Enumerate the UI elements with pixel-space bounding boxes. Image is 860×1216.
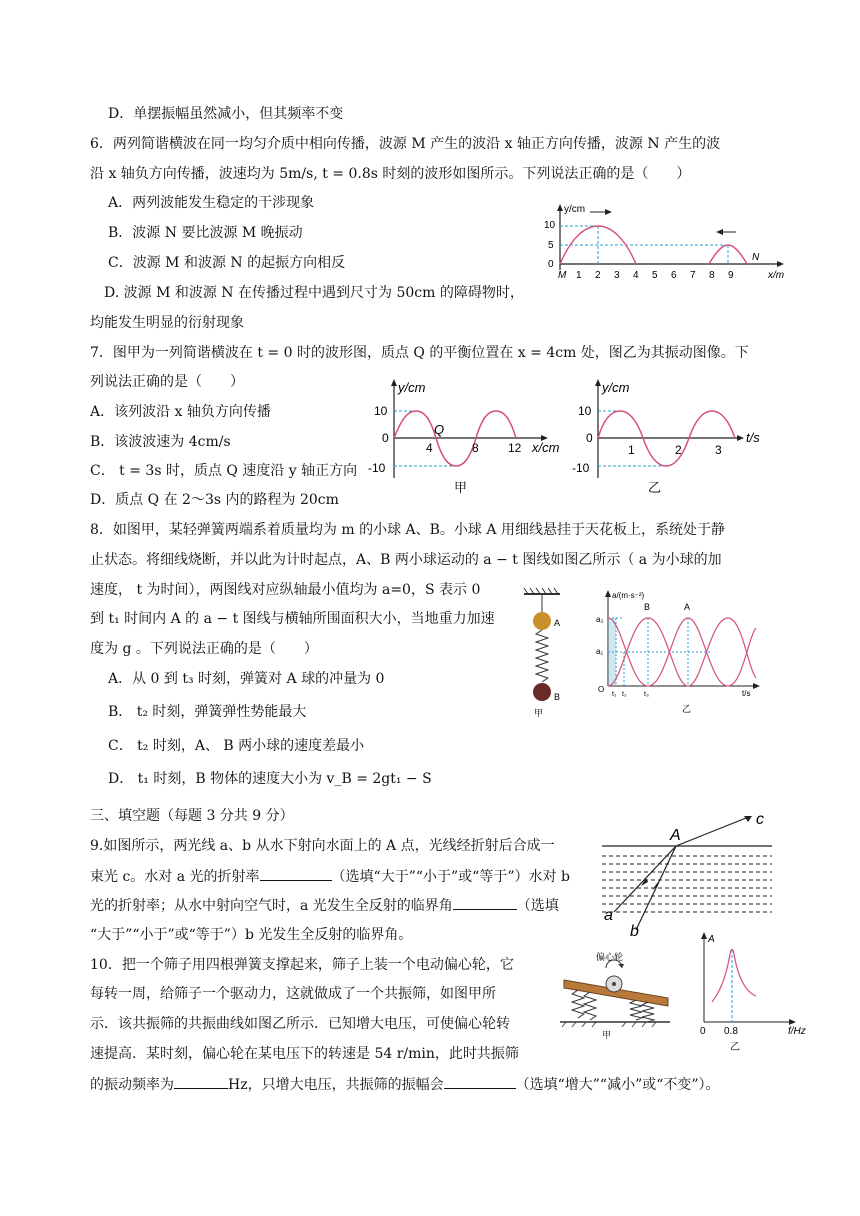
q9-blank-2[interactable] (453, 895, 517, 910)
q6-option-d-line2: 均能发生明显的衍射现象 (90, 315, 244, 331)
q8-option-c: C． t₂ 时刻，A、 B 两小球的速度差最小 (108, 738, 365, 754)
q8-figure-jia-spring (520, 588, 580, 720)
q7-option-a: A．该列波沿 x 轴负方向传播 (90, 404, 271, 420)
svg-text:乙: 乙 (730, 1042, 740, 1053)
q6-xtick: 7 (690, 270, 696, 281)
q9-refraction-figure (596, 808, 772, 940)
svg-text:2: 2 (675, 443, 682, 457)
svg-text:c: c (756, 811, 764, 828)
q10-figure-yi-resonance-curve (692, 930, 822, 1053)
q8-stem-line3: 速度， t 为时间），两图线对应纵轴最小值均为 a=0，S 表示 0 (90, 582, 481, 598)
svg-text:0: 0 (700, 1026, 706, 1037)
q10-figure-jia-sieve (556, 950, 674, 1040)
svg-text:N: N (752, 252, 760, 263)
svg-text:a₁: a₁ (596, 647, 604, 656)
q6-option-b: B．波源 N 要比波源 M 晚振动 (108, 225, 303, 241)
q6-xtick: 4 (633, 270, 639, 281)
q8-figure-yi-at-graph (592, 588, 767, 720)
svg-text:1: 1 (628, 443, 635, 457)
q6-xtick: 8 (709, 270, 715, 281)
q7-option-d: D．质点 Q 在 2～3s 内的路程为 20cm (90, 492, 339, 508)
q8-stem-line5: 度为 g 。下列说法正确的是（ ） (90, 641, 318, 657)
svg-text:x/cm: x/cm (532, 440, 560, 455)
svg-text:y/cm: y/cm (398, 380, 426, 395)
svg-text:f/Hz: f/Hz (788, 1026, 806, 1037)
svg-text:B: B (554, 692, 561, 702)
q8-option-b: B． t₂ 时刻，弹簧弹性势能最大 (108, 704, 307, 720)
q10-text-b: Hz，只增大电压，共振筛的振幅会 (228, 1077, 444, 1093)
q6-option-c: C．波源 M 和波源 N 的起振方向相反 (108, 255, 346, 271)
q7-stem-line1: 7．图甲为一列简谐横波在 t = 0 时的波形图，质点 Q 的平衡位置在 x = 4cm 处，图乙为其振动图像。下 (90, 345, 749, 361)
q7-option-c: C． t = 3s 时，质点 Q 速度沿 y 轴正方向 (90, 463, 358, 479)
svg-text:a: a (604, 907, 613, 924)
q7-stem-line2: 列说法正确的是（ ） (90, 374, 244, 390)
q10-text-a: 的振动频率为 (90, 1077, 174, 1093)
svg-text:b: b (630, 923, 639, 940)
q8-stem-line4: 到 t₁ 时间内 A 的 a − t 图线与横轴所围面积大小，当地重力加速 (90, 611, 495, 627)
svg-text:O: O (598, 685, 605, 694)
svg-text:-10: -10 (368, 461, 386, 475)
svg-text:0: 0 (382, 431, 389, 445)
svg-text:y/cm: y/cm (564, 204, 586, 215)
svg-text:乙: 乙 (648, 480, 662, 495)
q6-xtick: 1 (576, 270, 582, 281)
svg-text:t₂: t₂ (622, 691, 627, 698)
q8-option-a: A．从 0 到 t₃ 时刻，弹簧对 A 球的冲量为 0 (108, 671, 385, 687)
svg-text:0.8: 0.8 (724, 1026, 738, 1037)
q10-blank-1[interactable] (174, 1074, 228, 1089)
svg-text:0: 0 (548, 259, 554, 270)
q6-stem-line1: 6．两列简谐横波在同一均匀介质中相向传播，波源 M 产生的波沿 x 轴正方向传播，波源 N 产生的波 (90, 136, 721, 152)
q8-stem-line2: 止状态。将细线烧断，并以此为计时起点，A、B 两小球运动的 a − t 图线如图乙所示（ a 为小球的加 (90, 552, 722, 568)
svg-text:甲: 甲 (454, 480, 468, 495)
svg-text:M: M (558, 270, 567, 281)
q6-option-d-line1: D. 波源 M 和波源 N 在传播过程中遇到尺寸为 50cm 的障碍物时， (104, 285, 524, 301)
q10-line2: 每转一周，给筛子一个驱动力，这就做成了一个共振筛，如图甲所 (90, 986, 496, 1002)
q10-line1: 10．把一个筛子用四根弹簧支撑起来，筛子上装一个电动偏心轮，它 (90, 957, 514, 973)
q6-option-a: A．两列波能发生稳定的干涉现象 (108, 195, 315, 211)
q6-xtick: 9 (728, 270, 734, 281)
svg-text:10: 10 (578, 404, 592, 418)
q9-text-c: 光的折射率；从水中射向空气时，a 光发生全反射的临界角 (90, 898, 453, 914)
q9-line2 (90, 866, 570, 887)
svg-text:偏心轮: 偏心轮 (596, 952, 624, 962)
q9-line4: “大于”“小于”或“等于”）b 光发生全反射的临界角。 (90, 927, 413, 943)
q7-figure-jia (364, 378, 564, 500)
q6-xtick: 6 (671, 270, 677, 281)
q8-stem-line1: 8．如图甲，某轻弹簧两端系着质量均为 m 的小球 A、B。小球 A 用细线悬挂于天花板上，系统处于静 (90, 522, 725, 538)
svg-text:t/s: t/s (746, 430, 760, 445)
svg-text:t₁: t₁ (612, 691, 617, 698)
svg-text:-10: -10 (572, 461, 590, 475)
svg-text:A: A (554, 618, 561, 628)
q10-line4: 速提高．某时刻，偏心轮在某电压下的转速是 54 r/min，此时共振筛 (90, 1046, 519, 1062)
q5-option-d: D．单摆振幅虽然减小，但其频率不变 (108, 106, 344, 122)
svg-text:甲: 甲 (602, 1030, 612, 1040)
q10-blank-2[interactable] (444, 1074, 516, 1089)
q9-text-b: （选填“大于”“小于”或“等于”）水对 b (331, 869, 570, 885)
svg-text:10: 10 (374, 404, 388, 418)
svg-text:0: 0 (586, 431, 593, 445)
svg-text:Q: Q (434, 422, 445, 437)
q10-text-c: （选填“增大”“减小”或“不变”）。 (515, 1077, 720, 1093)
q9-blank-1[interactable] (260, 866, 332, 881)
svg-text:t/s: t/s (742, 689, 751, 698)
svg-text:A: A (684, 602, 691, 612)
q6-xtick: 5 (652, 270, 658, 281)
svg-text:甲: 甲 (534, 708, 544, 718)
q10-line5 (90, 1074, 720, 1095)
svg-text:4: 4 (426, 441, 433, 455)
svg-text:乙: 乙 (682, 704, 692, 714)
q6-xtick: 3 (614, 270, 620, 281)
svg-text:y/cm: y/cm (602, 380, 630, 395)
q9-text-d: （选填 (516, 898, 559, 914)
svg-text:A: A (670, 827, 681, 844)
svg-text:a₂: a₂ (596, 615, 604, 624)
svg-text:B: B (644, 602, 651, 612)
q6-wave-figure (540, 200, 790, 292)
q9-line3 (90, 895, 559, 916)
q8-option-d: D． t₁ 时刻，B 物体的速度大小为 v_B = 2gt₁ − S (108, 771, 432, 787)
q7-option-b: B．该波波速为 4cm/s (90, 434, 231, 450)
q7-figure-yi (570, 378, 770, 500)
q10-line3: 示．该共振筛的共振曲线如图乙所示．已知增大电压，可使偏心轮转 (90, 1016, 510, 1032)
section3-title: 三、填空题（每题 3 分共 9 分） (90, 808, 294, 824)
q9-text-a: 束光 c。水对 a 光的折射率 (90, 869, 260, 885)
svg-text:A: A (708, 934, 715, 945)
svg-text:t₃: t₃ (644, 691, 649, 698)
svg-text:12: 12 (508, 441, 522, 455)
svg-text:10: 10 (544, 220, 556, 231)
svg-text:a/(m·s⁻²): a/(m·s⁻²) (612, 591, 645, 600)
svg-text:5: 5 (548, 240, 554, 251)
q6-xtick: 2 (595, 270, 601, 281)
svg-text:3: 3 (715, 443, 722, 457)
q6-stem-line2: 沿 x 轴负方向传播，波速均为 5m/s, t = 0.8s 时刻的波形如图所示。下列说法正确的是（ ） (90, 166, 691, 182)
svg-text:8: 8 (472, 441, 479, 455)
q9-line1: 9.如图所示，两光线 a、b 从水下射向水面上的 A 点，光线经折射后合成一 (90, 838, 555, 854)
svg-text:x/m: x/m (768, 270, 785, 281)
